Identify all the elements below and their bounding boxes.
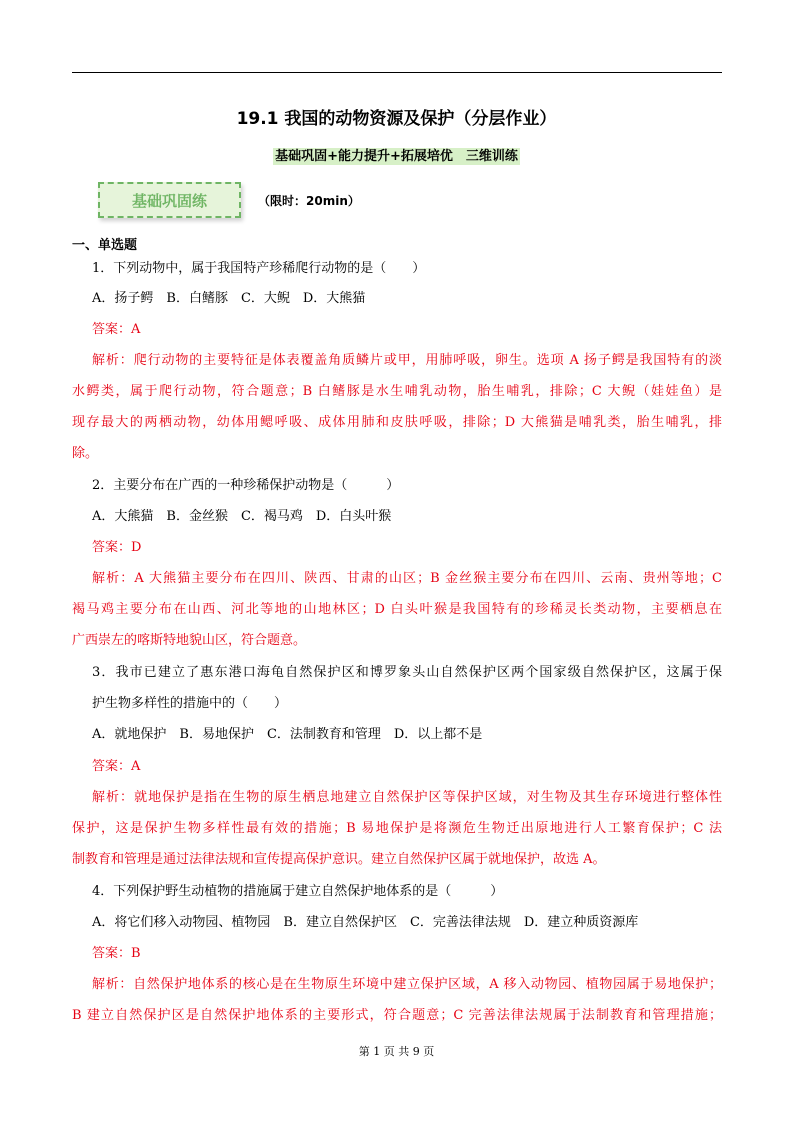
page-subtitle xyxy=(0,145,793,164)
page-footer: 第 1 页 共 9 页 xyxy=(358,1045,435,1058)
question-3-analysis-line: 保护，这是保护生物多样性最有效的措施；B 易地保护是将濒危生物迁出原地进行人工繁育保护；C 法 xyxy=(72,821,722,836)
question-2-stem: 2．主要分布在广西的一种珍稀保护动物是（ ） xyxy=(92,478,400,493)
question-3-stem: 护生物多样性的措施中的（ ） xyxy=(92,696,288,711)
question-3-stem: 3．我市已建立了惠东港口海龟自然保护区和博罗象头山自然保护区两个国家级自然保护区，这属于保 xyxy=(92,665,722,680)
section-title: 一、单选题 xyxy=(72,238,138,253)
question-2-options: A．大熊猫 B．金丝猴 C．褐马鸡 D．白头叶猴 xyxy=(92,509,392,524)
header-rule xyxy=(72,72,722,73)
question-4-analysis-line: B 建立自然保护区是自然保护地体系的主要形式，符合题意；C 完善法律法规属于法制教育和管理措施； xyxy=(72,1008,722,1023)
question-3-options: A．就地保护 B．易地保护 C．法制教育和管理 D．以上都不是 xyxy=(92,727,483,742)
question-3-analysis-line: 解析：就地保护是指在生物的原生栖息地建立自然保护区等保护区域，对生物及其生存环境进行整体性 xyxy=(92,790,722,805)
question-1-options: A．扬子鳄 B．白鳍豚 C．大鲵 D．大熊猫 xyxy=(92,291,366,306)
practice-level-badge: 基础巩固练 xyxy=(98,182,241,218)
question-1-analysis-line: 除。 xyxy=(72,446,99,461)
question-1-analysis-line: 现存最大的两栖动物，幼体用鳃呼吸、成体用肺和皮肤呼吸，排除；D 大熊猫是哺乳类，胎生哺乳，排 xyxy=(72,415,722,430)
question-2-analysis-line: 解析：A 大熊猫主要分布在四川、陕西、甘肃的山区；B 金丝猴主要分布在四川、云南、贵州等地；C xyxy=(92,571,722,586)
question-4-stem: 4．下列保护野生动植物的措施属于建立自然保护地体系的是（ ） xyxy=(92,884,504,899)
question-2-analysis-line: 广西崇左的喀斯特地貌山区，符合题意。 xyxy=(72,633,307,648)
question-1-stem: 1．下列动物中，属于我国特产珍稀爬行动物的是（ ） xyxy=(92,261,426,276)
subtitle-text: 基础巩固+能力提升+拓展培优 三维训练 xyxy=(275,149,518,164)
question-3-analysis-line: 制教育和管理是通过法律法规和宣传提高保护意识。建立自然保护区属于就地保护，故选 A。 xyxy=(72,852,606,867)
question-3-answer: 答案：A xyxy=(92,759,141,774)
question-2-analysis-line: 褐马鸡主要分布在山西、河北等地的山地林区；D 白头叶猴是我国特有的珍稀灵长类动物，主要栖息在 xyxy=(72,602,722,617)
time-limit: （限时：20min） xyxy=(258,194,360,208)
question-2-answer: 答案：D xyxy=(92,540,142,555)
question-4-analysis-line: 解析：自然保护地体系的核心是在生物原生环境中建立保护区域，A 移入动物园、植物园属于易地保护； xyxy=(92,977,722,992)
question-4-options: A．将它们移入动物园、植物园 B．建立自然保护区 C．完善法律法规 D．建立种质资源库 xyxy=(92,915,639,930)
question-1-answer: 答案：A xyxy=(92,322,141,337)
question-1-analysis-line: 水鳄类，属于爬行动物，符合题意；B 白鳍豚是水生哺乳动物，胎生哺乳，排除；C 大鲵（娃娃鱼）是 xyxy=(72,384,722,399)
page-title: 19.1 我国的动物资源及保护（分层作业） xyxy=(236,109,557,129)
question-4-answer: 答案：B xyxy=(92,946,141,961)
question-1-analysis-line: 解析：爬行动物的主要特征是体表覆盖角质鳞片或甲，用肺呼吸，卵生。选项 A 扬子鳄是我国特有的淡 xyxy=(92,353,722,368)
